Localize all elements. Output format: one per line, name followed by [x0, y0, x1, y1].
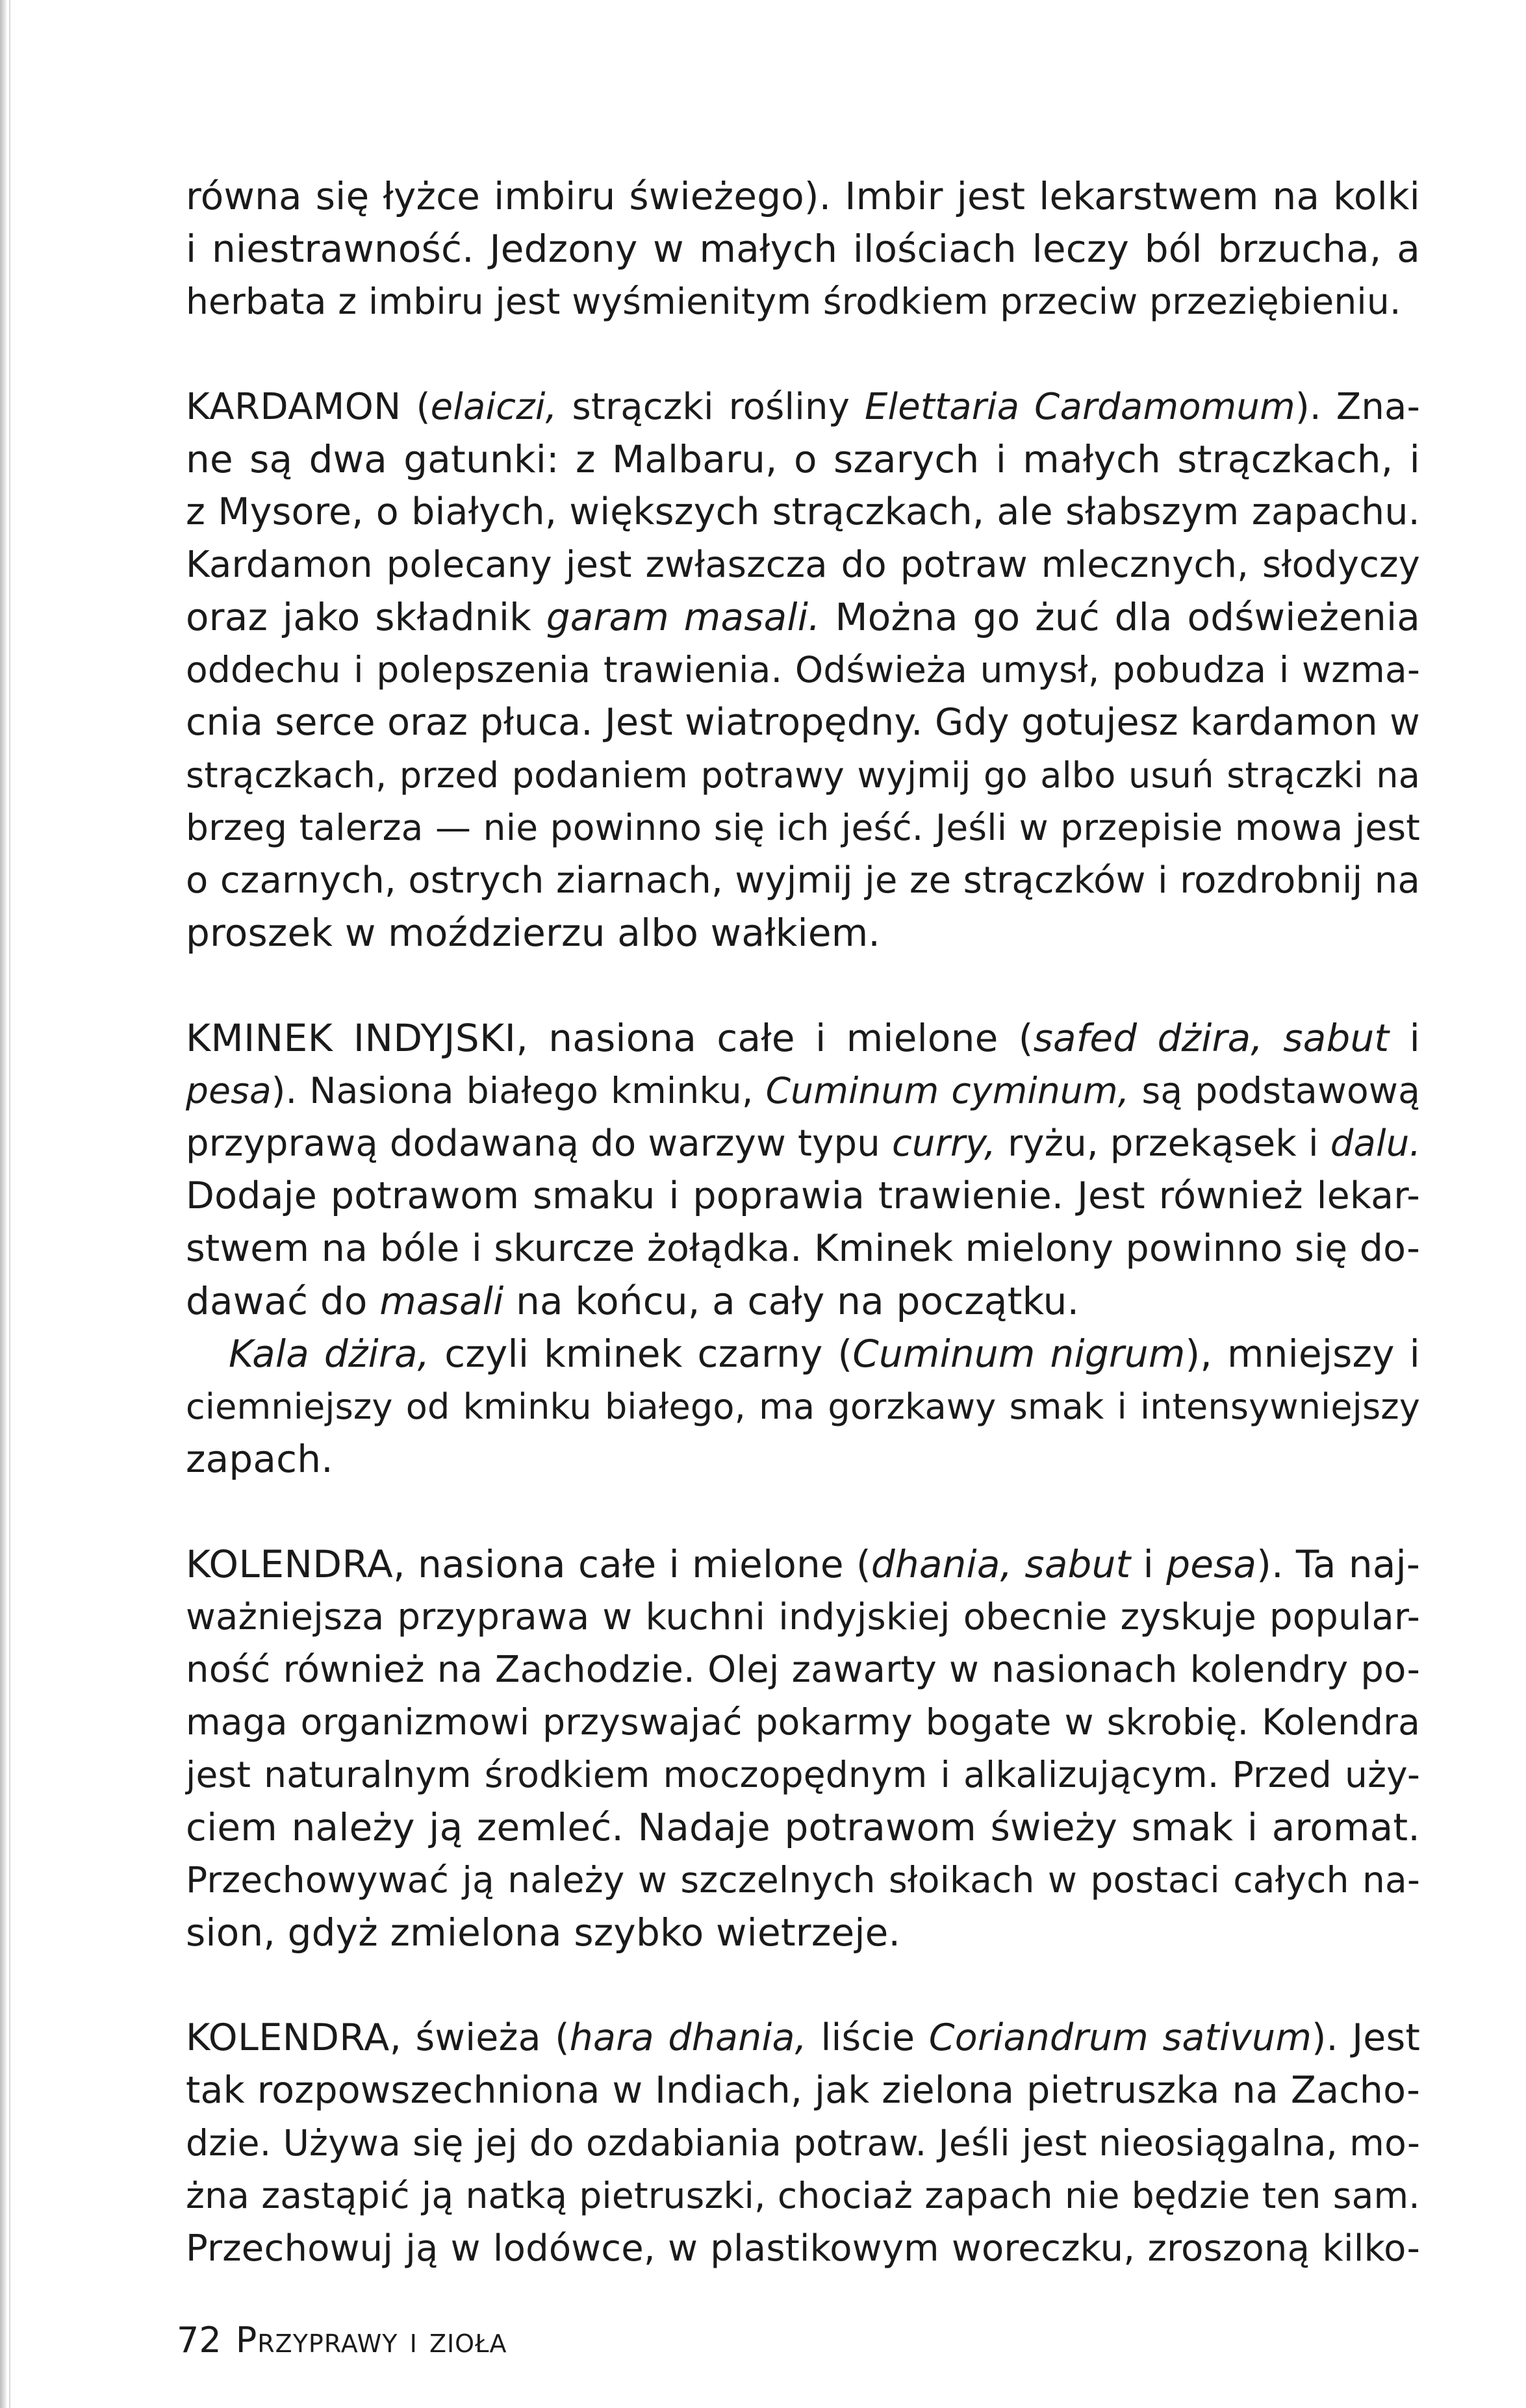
italic-term: pesa: [186, 1070, 272, 1111]
text-line: [186, 1117, 1420, 1170]
text-span: ), mniejszy i: [1185, 1332, 1420, 1376]
text-span: , nasiona całe i mielone (: [393, 1542, 871, 1586]
text-span: dawać do: [186, 1279, 380, 1323]
page-edge-shadow: [0, 0, 6, 2408]
text-line: strączkach, przed podaniem potrawy wyjmij go albo usuń strączki na: [186, 755, 1420, 796]
text-line: Przechowuj ją w lodówce, w plastikowym woreczku, zroszoną kilko-: [186, 2227, 1420, 2270]
text-line: [186, 1065, 1420, 1117]
text-span: oraz jako składnik: [186, 595, 546, 639]
entry-kminek: [186, 1012, 1420, 1486]
text-line: maga organizmowi przyswajać pokarmy bogate w skrobię. Kolendra: [186, 1701, 1420, 1743]
entry-heading: KOLENDRA: [186, 2016, 390, 2059]
italic-term: pesa: [1166, 1542, 1257, 1586]
text-span: , nasiona całe i mielone (: [516, 1016, 1034, 1060]
text-span: są podstawową: [1129, 1070, 1420, 1111]
text-line: zapach.: [186, 1437, 333, 1481]
entry-kolendra-swieza: [186, 2012, 1420, 2275]
text-line: ciemniejszy od kminku białego, ma gorzkawy smak i intensywniejszy: [186, 1386, 1420, 1427]
text-span: ). Nasiona białego kminku,: [271, 1070, 766, 1111]
text-line: [186, 2012, 1420, 2064]
italic-term: Kala dżira,: [229, 1332, 430, 1376]
text-span: , świeża (: [389, 2016, 570, 2059]
text-line: herbata z imbiru jest wyśmienitym środkiem przeciw przeziębieniu.: [186, 281, 1401, 322]
text-span: na końcu, a cały na początku.: [503, 1279, 1080, 1323]
page-edge-line: [9, 0, 10, 2408]
text-line: [186, 1012, 1420, 1065]
italic-term: dalu.: [1330, 1122, 1421, 1165]
page-number: 72: [177, 2320, 222, 2361]
italic-term: masali: [379, 1279, 504, 1323]
text-span: ). Ta naj-: [1256, 1542, 1421, 1586]
text-line: ność również na Zachodzie. Olej zawarty w nasionach kolendry po-: [186, 1649, 1420, 1691]
text-line: brzeg talerza — nie powinno się ich jeść. Jeśli w przepisie mowa jest: [186, 807, 1420, 848]
text-span: ). Jest: [1312, 2016, 1421, 2059]
italic-term: Coriandrum sativum: [928, 2016, 1312, 2059]
intro-paragraph: [186, 170, 1420, 328]
text-span: liście: [807, 2016, 929, 2059]
italic-term: Cuminum cyminum,: [765, 1070, 1130, 1111]
text-line: cnia serce oraz płuca. Jest wiatropędny. Gdy gotujesz kardamon w: [186, 701, 1420, 744]
text-line: proszek w moździerzu albo wałkiem.: [186, 911, 881, 955]
entry-heading: KARDAMON: [186, 386, 401, 428]
text-line: jest naturalnym środkiem moczopędnym i alkalizującym. Przed uży-: [186, 1754, 1420, 1795]
page-body: [186, 170, 1420, 2275]
page-footer: [177, 2318, 507, 2363]
text-line: o czarnych, ostrych ziarnach, wyjmij je ze strączków i rozdrobnij na: [186, 859, 1420, 902]
text-line: Dodaje potrawom smaku i poprawia trawienie. Jest również lekar-: [186, 1174, 1420, 1217]
text-line: stwem na bóle i skurcze żołądka. Kminek mielony powinno się do-: [186, 1227, 1420, 1270]
text-line: [186, 1275, 1420, 1328]
entry-heading: KMINEK INDYJSKI: [186, 1016, 516, 1060]
text-line: [186, 381, 1420, 433]
text-span: przyprawą dodawaną do warzyw typu: [186, 1122, 892, 1165]
text-line: [186, 591, 1420, 644]
text-line: dzie. Używa się jej do ozdabiania potraw. Jeśli jest nieosiągalna, mo-: [186, 2122, 1420, 2164]
italic-term: elaiczi,: [430, 386, 557, 428]
text-span: i: [1130, 1542, 1167, 1586]
text-line: i niestrawność. Jedzony w małych ilościach leczy ból brzucha, a: [186, 227, 1420, 271]
text-line: Kardamon polecany jest zwłaszcza do potraw mlecznych, słodyczy: [186, 544, 1420, 586]
text-span: ). Zna-: [1295, 386, 1420, 428]
entry-kardamon: [186, 381, 1420, 959]
entry-kolendra-nasiona: [186, 1538, 1420, 1959]
text-span: strączki rośliny: [557, 386, 865, 428]
text-line: tak rozpowszechniona w Indiach, jak zielona pietruszka na Zacho-: [186, 2069, 1420, 2112]
italic-term: dhania, sabut: [871, 1542, 1131, 1586]
text-span: i: [1389, 1016, 1420, 1060]
text-line: Przechowywać ją należy w szczelnych słoikach w postaci całych na-: [186, 1859, 1420, 1901]
text-line: z Mysore, o białych, większych strączkach, ale słabszym zapachu.: [186, 490, 1420, 533]
text-line: żna zastąpić ją natką pietruszki, chociaż zapach nie będzie ten sam.: [186, 2175, 1420, 2216]
italic-term: garam masali.: [546, 595, 820, 639]
italic-term: safed dżira, sabut: [1033, 1016, 1390, 1060]
text-line: ważniejsza przyprawa w kuchni indyjskiej obecnie zyskuje popular-: [186, 1596, 1420, 1638]
italic-term: curry,: [891, 1122, 997, 1165]
italic-term: Elettaria Cardamomum: [864, 386, 1295, 428]
text-line: ne są dwa gatunki: z Malbaru, o szarych i małych strączkach, i: [186, 437, 1420, 481]
text-line: równa się łyżce imbiru świeżego). Imbir jest lekarstwem na kolki: [186, 174, 1420, 218]
italic-term: Cuminum nigrum: [852, 1332, 1186, 1376]
text-span: Można go żuć dla odświeżenia: [820, 595, 1421, 639]
text-line: [186, 1328, 1420, 1380]
text-span: czyli kminek czarny (: [429, 1332, 853, 1376]
text-line: [186, 1538, 1420, 1591]
italic-term: hara dhania,: [569, 2016, 807, 2059]
text-span: (: [401, 386, 431, 428]
text-span: ryżu, przekąsek i: [996, 1122, 1330, 1165]
text-line: ciem należy ją zemleć. Nadaje potrawom świeży smak i aromat.: [186, 1805, 1420, 1849]
entry-heading: KOLENDRA: [186, 1542, 394, 1586]
running-section-title: Przyprawy i zioła: [235, 2320, 507, 2361]
text-line: oddechu i polepszenia trawienia. Odświeża umysł, pobudza i wzma-: [186, 649, 1420, 691]
text-line: sion, gdyż zmielona szybko wietrzeje.: [186, 1910, 901, 1955]
